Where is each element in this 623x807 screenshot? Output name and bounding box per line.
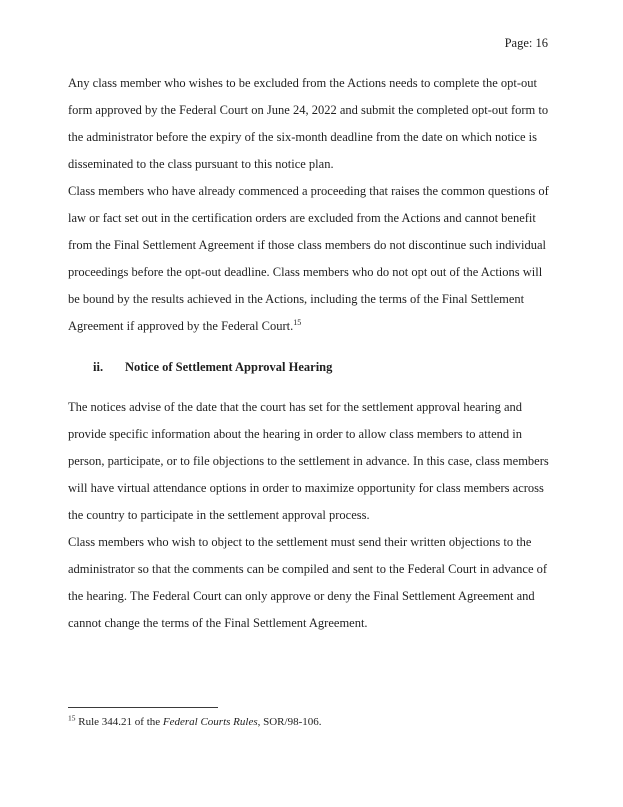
footnote-text bbox=[68, 715, 555, 729]
section-heading bbox=[68, 354, 555, 381]
text-line: proceedings before the opt-out deadline. Class members who do not opt out of the Actions will bbox=[68, 265, 543, 279]
footnote-text-before-citation: Rule 344.21 of the bbox=[75, 716, 163, 728]
section-heading-number: ii. bbox=[93, 360, 104, 374]
document-body bbox=[68, 70, 555, 637]
text-line: disseminated to the class pursuant to this notice plan. bbox=[68, 157, 334, 171]
text-line: law or fact set out in the certification orders are excluded from the Actions and cannot benefit bbox=[68, 211, 536, 225]
footnote-number: 15 bbox=[68, 713, 76, 723]
text-line: provide specific information about the hearing in order to allow class members to attend in bbox=[68, 427, 523, 441]
paragraph-exclusion-lines bbox=[68, 178, 555, 313]
text-line: the administrator before the expiry of the six-month deadline from the date on which notice is bbox=[68, 130, 537, 144]
footnote-separator bbox=[68, 707, 218, 708]
text-line: the hearing. The Federal Court can only approve or deny the Final Settlement Agreement and bbox=[68, 589, 535, 603]
text-line: Class members who have already commenced a proceeding that raises the common questions of bbox=[68, 184, 549, 198]
text-line: Any class member who wishes to be excluded from the Actions needs to complete the opt-out bbox=[68, 76, 537, 90]
text-line: the country to participate in the settlement approval process. bbox=[68, 508, 370, 522]
text-line: Class members who wish to object to the settlement must send their written objections to the bbox=[68, 535, 532, 549]
footnote-citation-italic: Federal Courts Rules bbox=[162, 716, 258, 728]
paragraph-hearing-notice bbox=[68, 394, 555, 529]
section-heading-title: Notice of Settlement Approval Hearing bbox=[125, 360, 333, 374]
text-line: cannot change the terms of the Final Settlement Agreement. bbox=[68, 616, 368, 630]
paragraph-opt-out bbox=[68, 70, 555, 178]
text-line bbox=[68, 313, 555, 340]
text-line: form approved by the Federal Court on June 24, 2022 and submit the completed opt-out form to bbox=[68, 103, 549, 117]
text-line: The notices advise of the date that the court has set for the settlement approval hearing and bbox=[68, 400, 523, 414]
text-line: person, participate, or to file objections to the settlement in advance. In this case, class members bbox=[68, 454, 549, 468]
text-line: from the Final Settlement Agreement if those class members do not discontinue such individual bbox=[68, 238, 547, 252]
footnote-reference: 15 bbox=[293, 317, 302, 327]
text-line: administrator so that the comments can be compiled and sent to the Federal Court in advance of bbox=[68, 562, 548, 576]
page-number: Page: 16 bbox=[504, 36, 548, 50]
footnote-text-after-citation: , SOR/98-106. bbox=[257, 716, 322, 728]
footnote-area bbox=[68, 707, 555, 729]
text-line: be bound by the results achieved in the Actions, including the terms of the Final Settlement bbox=[68, 292, 525, 306]
paragraph-exclusion-final-line: Agreement if approved by the Federal Court. bbox=[68, 319, 294, 333]
paragraph-objections bbox=[68, 529, 555, 637]
text-line: will have virtual attendance options in order to maximize opportunity for class members across bbox=[68, 481, 544, 495]
paragraph-exclusion bbox=[68, 178, 555, 340]
